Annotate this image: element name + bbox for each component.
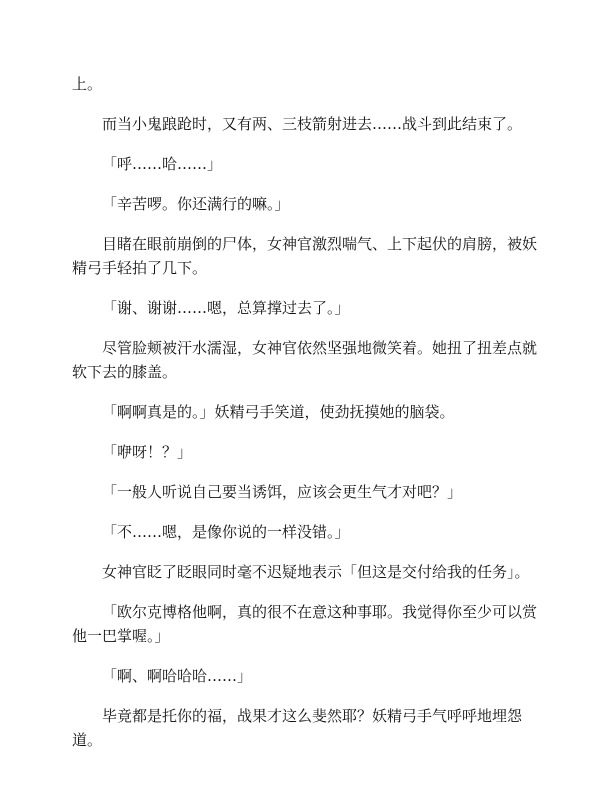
paragraph: 目睹在眼前崩倒的尸体，女神官激烈喘气、上下起伏的肩膀，被妖精弓手轻拍了几下。 — [72, 235, 538, 277]
dialogue-line: 「呼……哈……」 — [102, 155, 223, 173]
dialogue-line: 「啊、啊哈哈哈……」 — [102, 667, 253, 685]
dialogue-line: 「咿呀！？」 — [102, 443, 193, 461]
dialogue-line: 「不……嗯，是像你说的一样没错。」 — [102, 523, 350, 541]
paragraph: 而当小鬼踉跄时，又有两、三枝箭射进去……战斗到此结束了。 — [102, 115, 523, 133]
paragraph: 尽管脸颊被汗水濡湿，女神官依然坚强地微笑着。她扭了扭差点就软下去的膝盖。 — [72, 339, 538, 381]
dialogue-line: 「谢、谢谢……嗯，总算撑过去了。」 — [102, 299, 350, 317]
dialogue-line: 「欧尔克博格他啊，真的很不在意这种事耶。我觉得你至少可以赏他一巴掌喔。」 — [72, 603, 538, 645]
dialogue-line: 「啊啊真是的。」妖精弓手笑道，使劲抚摸她的脑袋。 — [102, 403, 455, 421]
text-column — [72, 72, 542, 768]
dialogue-line: 「一般人听说自己要当诱饵，应该会更生气才对吧？」 — [102, 483, 463, 501]
paragraph: 毕竟都是托你的福，战果才这么斐然耶？妖精弓手气呼呼地埋怨道。 — [72, 707, 523, 749]
dialogue-line: 「辛苦啰。你还满行的嘛。」 — [102, 195, 290, 213]
paragraph: 女神官眨了眨眼同时毫不迟疑地表示「但这是交付给我的任务」。 — [102, 563, 530, 581]
paragraph: 上。 — [72, 75, 103, 93]
